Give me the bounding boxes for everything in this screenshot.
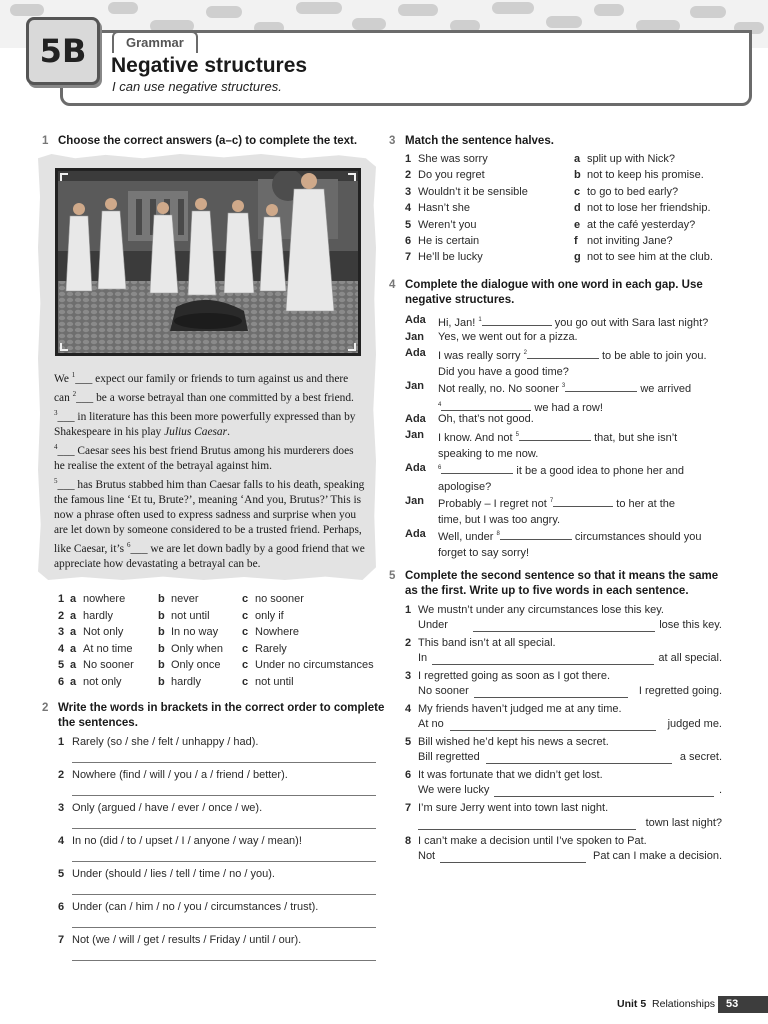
item-number: 1 — [58, 736, 65, 748]
item-number: 6 — [405, 235, 412, 247]
answer-line[interactable] — [474, 697, 628, 698]
option-letter-c: c — [242, 593, 249, 605]
ex5-answer-row — [418, 718, 722, 734]
sentence-start[interactable]: He is certain — [418, 235, 480, 247]
answer-prefix: Bill regretted — [418, 751, 480, 763]
answer-gap[interactable] — [565, 381, 637, 392]
item-number: 4 — [405, 703, 412, 715]
ex5-answer-row — [418, 850, 722, 866]
option-row — [58, 659, 388, 676]
ex1-heading — [42, 134, 382, 149]
option-letter-c: c — [242, 642, 249, 655]
ex5-heading — [389, 569, 739, 599]
match-row — [405, 251, 735, 268]
answer-suffix: at all special. — [658, 652, 722, 664]
ex5-instruction-line1: Complete the second sentence so that it means the same — [405, 570, 719, 582]
unit-badge: 5B — [26, 17, 100, 85]
item-prompt: Not (we / will / get / results / Friday / until / our). — [72, 934, 302, 946]
ex2-number: 2 — [42, 702, 49, 714]
ex1-instruction: Choose the correct answers (a–c) to complete the text. — [58, 135, 358, 147]
ex4-instruction-line2: negative structures. — [405, 294, 515, 306]
match-row — [405, 186, 735, 203]
ex2-item — [58, 901, 378, 913]
item-number: 3 — [58, 802, 65, 814]
ex2-item — [58, 769, 378, 781]
answer-gap[interactable] — [441, 463, 513, 474]
match-row — [405, 235, 735, 252]
option-number: 3 — [58, 626, 65, 638]
answer-line[interactable] — [450, 730, 656, 731]
option-letter-b: b — [158, 609, 165, 622]
option-b[interactable]: Only when — [171, 642, 223, 655]
sentence-start[interactable]: Do you regret — [418, 169, 485, 182]
ex2-instruction-line2: the sentences. — [58, 717, 138, 729]
option-c[interactable]: only if — [255, 609, 284, 622]
option-letter-b: b — [158, 626, 165, 638]
answer-gap[interactable] — [441, 400, 531, 411]
item-number: 5 — [58, 868, 65, 880]
item-sentence: Bill wished he’d kept his news a secret. — [418, 736, 609, 748]
match-row — [405, 202, 735, 219]
option-b[interactable]: not until — [171, 609, 210, 622]
option-letter-a: a — [70, 626, 77, 638]
option-letter-a: a — [70, 609, 77, 622]
answer-prefix: In — [418, 652, 428, 664]
item-number: 7 — [405, 251, 412, 264]
match-row — [405, 219, 735, 236]
sentence-start[interactable]: Wouldn’t it be sensible — [418, 185, 528, 198]
answer-gap[interactable] — [527, 348, 599, 359]
item-number: 3 — [405, 185, 412, 198]
item-prompt: Only (argued / have / ever / once / we). — [72, 802, 263, 814]
ex5-answer-row — [418, 652, 722, 668]
ex2-item — [58, 934, 378, 946]
ex3-number: 3 — [389, 135, 396, 147]
item-number: 5 — [405, 736, 412, 748]
item-letter: d — [574, 202, 581, 215]
ex5-number: 5 — [389, 570, 396, 582]
match-row — [405, 153, 735, 170]
option-b[interactable]: Only once — [171, 659, 221, 671]
item-number: 4 — [58, 835, 65, 847]
sentence-end[interactable]: not inviting Jane? — [587, 235, 673, 247]
ex4-instruction-line1: Complete the dialogue with one word in each gap. Use — [405, 279, 703, 291]
item-prompt: Nowhere (find / will / you / a / friend / better). — [72, 769, 288, 781]
answer-suffix: . — [718, 784, 722, 796]
answer-prefix: No sooner — [418, 685, 469, 697]
ex4-number: 4 — [389, 279, 396, 291]
option-b[interactable]: In no way — [171, 626, 219, 638]
answer-line[interactable] — [72, 927, 376, 928]
item-number: 6 — [405, 769, 412, 781]
item-number: 2 — [58, 769, 65, 781]
answer-suffix: Pat can I make a decision. — [592, 850, 722, 862]
item-letter: b — [574, 169, 581, 182]
ex1-reading-passage: We $^1$___ expect our family or friends to turn against us and there can $^2$___ be a worse betrayal than one committed by a best friend. $^3$___ in literature has this been more powerfully expressed than by Shakespeare in his play Julius Caesar. $^4$___ Caesar sees his best friend Brutus among his murderers does he realise the extent of the betrayal against him. $^5$___ has Brutus stabbed him than Caesar falls to his death, speaking the famous line ‘Et tu, Brute?’, meaning ‘And you, Brutus?’ This is now a phrase often used to express sadness and surprise when you are let down by someone considered to be a trusted friend. Perhaps, like Caesar, it’s $^6$___ we are let down badly by a good friend that we appreciate how devastating a betrayal can be. — [54, 371, 365, 570]
answer-line[interactable] — [418, 829, 636, 830]
photo-corner — [60, 173, 68, 181]
item-number: 1 — [405, 153, 412, 165]
photo-corner — [348, 343, 356, 351]
answer-suffix: judged me. — [667, 718, 722, 730]
ex5-answer-row — [418, 619, 722, 635]
option-letter-b: b — [158, 659, 165, 671]
footer-unit: Unit 5 — [617, 998, 647, 1010]
option-c[interactable]: no sooner — [255, 593, 304, 605]
ex5-answer-row — [418, 685, 722, 701]
ex5-answer-row — [418, 751, 722, 767]
answer-line[interactable] — [486, 763, 672, 764]
answer-suffix: I regretted going. — [638, 685, 722, 697]
sentence-end[interactable]: not to see him at the club. — [587, 251, 713, 264]
item-number: 3 — [405, 670, 412, 682]
option-c[interactable]: Rarely — [255, 642, 287, 655]
sentence-start[interactable]: He’ll be lucky — [418, 251, 483, 264]
item-letter: c — [574, 185, 581, 198]
item-number: 1 — [405, 604, 412, 616]
sentence-end[interactable]: split up with Nick? — [587, 153, 676, 165]
item-prompt: Under (should / lies / tell / time / no / you). — [72, 868, 275, 880]
answer-gap[interactable] — [500, 529, 572, 540]
answer-suffix: lose this key. — [659, 619, 722, 631]
answer-prefix: At no — [418, 718, 444, 730]
item-sentence: I can’t make a decision until I’ve spoken to Pat. — [418, 835, 647, 847]
option-row — [58, 593, 388, 610]
option-a[interactable]: nowhere — [83, 593, 126, 605]
item-number: 8 — [405, 835, 412, 847]
answer-prefix: We were lucky — [418, 784, 490, 796]
option-letter-a: a — [70, 642, 77, 655]
item-number: 6 — [58, 901, 65, 913]
ex2-item — [58, 868, 378, 880]
option-letter-c: c — [242, 609, 249, 622]
answer-line[interactable] — [494, 796, 714, 797]
item-prompt: Under (can / him / no / you / circumstances / trust). — [72, 901, 319, 913]
option-number: 2 — [58, 609, 65, 622]
julius-caesar-photo — [55, 168, 361, 356]
option-letter-c: c — [242, 675, 249, 688]
item-sentence: We mustn’t under any circumstances lose this key. — [418, 604, 664, 616]
page-subtitle: I can use negative structures. — [112, 79, 282, 94]
item-number: 5 — [405, 218, 412, 231]
ex2-heading — [42, 701, 392, 731]
option-b[interactable]: hardly — [171, 675, 201, 688]
option-letter-b: b — [158, 642, 165, 655]
page-number: 53 — [718, 996, 768, 1013]
option-a[interactable]: No sooner — [83, 659, 134, 671]
ex5-answer-row — [418, 784, 722, 800]
ex3-instruction: Match the sentence halves. — [405, 135, 554, 147]
ex5-answer-row — [418, 817, 722, 833]
section-tab: Grammar — [112, 31, 198, 53]
item-letter: a — [574, 153, 581, 165]
option-number: 5 — [58, 659, 65, 671]
option-b[interactable]: never — [171, 593, 199, 605]
answer-line[interactable] — [72, 861, 376, 862]
answer-suffix: a secret. — [679, 751, 722, 763]
footer-unit-label — [617, 998, 715, 1010]
sentence-end[interactable]: not to lose her friendship. — [587, 202, 711, 215]
answer-suffix: town last night? — [645, 817, 722, 829]
page-title: Negative structures — [111, 54, 308, 77]
option-letter-a: a — [70, 675, 77, 688]
answer-line[interactable] — [72, 795, 376, 796]
ex1-number: 1 — [42, 135, 49, 147]
ex1-options-table — [58, 593, 388, 692]
option-letter-c: c — [242, 659, 249, 671]
answer-line[interactable] — [473, 631, 655, 632]
sentence-start[interactable]: Weren’t you — [418, 218, 477, 231]
footer-topic: Relationships — [652, 998, 716, 1010]
item-sentence: My friends haven’t judged me at any time. — [418, 703, 622, 715]
option-number: 6 — [58, 675, 65, 688]
match-row — [405, 169, 735, 186]
sentence-start[interactable]: Hasn’t she — [418, 202, 470, 215]
option-letter-c: c — [242, 626, 249, 638]
item-letter: e — [574, 218, 581, 231]
answer-line[interactable] — [440, 862, 586, 863]
item-sentence: I’m sure Jerry went into town last night. — [418, 802, 609, 814]
photo-corner — [60, 343, 68, 351]
item-letter: g — [574, 251, 581, 264]
option-c[interactable]: Under no circumstances — [255, 659, 374, 671]
answer-prefix: Not — [418, 850, 436, 862]
sentence-start[interactable]: She was sorry — [418, 153, 488, 165]
option-letter-b: b — [158, 675, 165, 688]
answer-line[interactable] — [432, 664, 654, 665]
option-row — [58, 676, 388, 693]
answer-gap[interactable] — [482, 315, 552, 326]
answer-line[interactable] — [72, 828, 376, 829]
item-number: 2 — [405, 169, 412, 182]
answer-line[interactable] — [72, 894, 376, 895]
item-sentence: This band isn’t at all special. — [418, 637, 556, 649]
sentence-end[interactable]: not to keep his promise. — [587, 169, 704, 182]
item-prompt: Rarely (so / she / felt / unhappy / had). — [72, 736, 259, 748]
option-row — [58, 626, 388, 643]
option-row — [58, 643, 388, 660]
option-number: 1 — [58, 593, 65, 605]
option-number: 4 — [58, 642, 65, 655]
option-letter-a: a — [70, 593, 77, 605]
item-number: 7 — [405, 802, 412, 814]
item-letter: f — [574, 235, 578, 247]
ex2-instruction-line1: Write the words in brackets in the correct order to complete — [58, 702, 385, 714]
option-a[interactable]: At no time — [83, 642, 133, 655]
ex3-heading — [389, 134, 729, 149]
ex2-item — [58, 802, 378, 814]
option-c[interactable]: not until — [255, 675, 294, 688]
ex4-heading — [389, 278, 735, 308]
ex2-item — [58, 835, 378, 847]
option-c[interactable]: Nowhere — [255, 626, 300, 638]
option-a[interactable]: not only — [83, 675, 122, 688]
answer-prefix: Under — [418, 619, 448, 631]
ex2-item — [58, 736, 378, 748]
ex5-instruction-line2: as the first. Write up to five words in each sentence. — [405, 585, 689, 597]
sentence-end[interactable]: to go to bed early? — [587, 185, 679, 198]
sentence-end[interactable]: at the café yesterday? — [587, 218, 696, 231]
item-sentence: It was fortunate that we didn’t get lost. — [418, 769, 603, 781]
item-prompt: In no (did / to / upset / I / anyone / way / mean)! — [72, 835, 302, 847]
option-letter-a: a — [70, 659, 77, 671]
item-number: 4 — [405, 202, 412, 215]
answer-gap[interactable] — [553, 496, 613, 507]
answer-line[interactable] — [72, 960, 376, 961]
option-a[interactable]: hardly — [83, 609, 113, 622]
item-number: 2 — [405, 637, 412, 649]
item-number: 7 — [58, 934, 65, 946]
answer-gap[interactable] — [519, 430, 591, 441]
answer-line[interactable] — [72, 762, 376, 763]
option-row — [58, 610, 388, 627]
photo-corner — [348, 173, 356, 181]
option-letter-b: b — [158, 593, 165, 605]
item-sentence: I regretted going as soon as I got there. — [418, 670, 611, 682]
option-a[interactable]: Not only — [83, 626, 124, 638]
